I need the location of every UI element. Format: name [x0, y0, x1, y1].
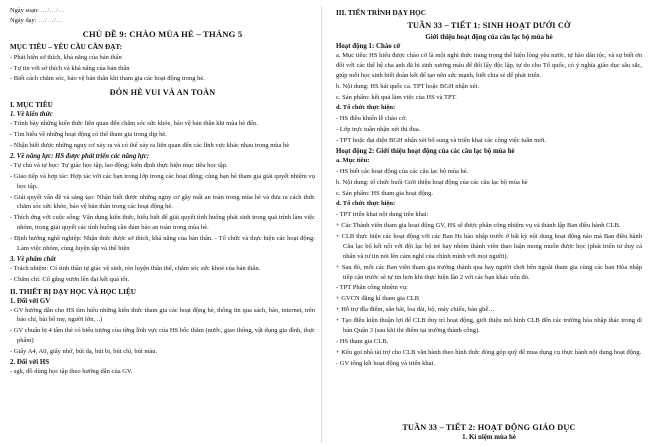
- teacher-material: - GV hướng dẫn cho HS tìm hiểu những kiến thức tham gia các hoạt động hè, thông tin qua sách, báo, internet, trên báo chí, bài bổ mẹ, người lớn, ..): [10, 306, 315, 324]
- activity2-organization: d. Tổ chức thực hiện:: [336, 200, 396, 208]
- competence-point: - Giao tiếp và hợp tác: Hợp tác với các bạn trong lớp trong các hoạt động; cùng bạn bè tham gia giải quyết nhiệm vụ học tập.: [10, 172, 315, 190]
- activity2-step: + GVCN đăng kí tham gia CLB: [336, 295, 420, 303]
- right-column: [330, 6, 642, 443]
- meta-block: [10, 6, 315, 25]
- subsection-student: 2. Đối với HS: [10, 358, 50, 366]
- activity1-step: - HS điều khiển lễ chào cờ.: [336, 115, 407, 123]
- section-heading-materials: II. THIẾT BỊ DẠY HỌC VÀ HỌC LIỆU: [10, 287, 136, 296]
- date-taught-line: [10, 16, 315, 26]
- activity2-product: c. Sản phẩm: HS tham gia hoạt động.: [336, 189, 433, 197]
- week-title: TUẦN 33 – TIẾT 1: SINH HOẠT DƯỚI CỜ: [407, 21, 571, 30]
- activity2-step: + Sau đó, mỗi các Ban viên tham gia trưởng thành qua hay người chơi bên ngoài tham gia cùng các ban Hòa nhập tiếp cận trước sẽ tự tin hơn khi thực hiện lần 2 với các bạn khác uốn đó.: [336, 263, 642, 281]
- student-material: - sgk, đồ dùng học tập theo hướng dẫn của GV.: [10, 367, 133, 375]
- date-taught-value: …/…/…: [38, 16, 63, 24]
- activity2-step: + Hỗ trợ đĩa điểm, sân bãi, loa đài, bộ, máy chiếu, bàn ghế…: [336, 306, 495, 314]
- week-title-2: TUẦN 33 – TIẾT 2: HOẠT ĐỘNG GIÁO DỤC: [402, 423, 576, 432]
- teacher-material: - Giấy A4, A0, giấy nhớ, bút dạ, bút bi, bút chì, bút màu.: [10, 348, 158, 356]
- objective-item: - Biết cách chăm sóc, bảo vệ bản thân khi tham gia các hoạt động trong hè.: [10, 75, 205, 83]
- lesson-title: ĐÓN HÈ VUI VÀ AN TOÀN: [109, 88, 216, 98]
- knowledge-point: - Nhận biết được những nguy cơ xảy ra và có thể xảy ra liên quan đến các lĩnh vực khác nhau trong mùa hè: [10, 142, 290, 150]
- activity1-step: - Lớp trực tuần nhận xét thi đua.: [336, 126, 421, 134]
- activity1-organization: d. Tổ chức thực hiện:: [336, 104, 396, 112]
- section-heading-process: III. TIẾN TRÌNH DẠY HỌC: [336, 9, 426, 17]
- quality-point: - Trách nhiệm: Có tinh thần tự giác vệ sinh, rèn luyện thân thể, chăm sóc sức khoẻ của bản thân.: [10, 264, 261, 272]
- activity2-step: + Các Thành viên tham gia hoạt động GV, HS sẽ được phân công nhiệm vụ và thành lập Ban điều hành CLB.: [336, 222, 621, 230]
- date-composed-line: [10, 6, 315, 16]
- week-subtitle-2: 1. Kỉ niệm mùa hè: [462, 434, 516, 441]
- next-week-block: [336, 419, 642, 441]
- week-subtitle: Giới thiệu hoạt động của câu lạc bộ mùa hè: [425, 34, 553, 41]
- knowledge-point: - Trình bày những kiến thức liên quan đến chăm sóc sức khỏe, bảo vệ bản thân khi mùa hè đến.: [10, 120, 258, 128]
- activity1-content: b. Nội dung: HS hát quốc ca. TPT hoặc BGH nhận xét.: [336, 82, 480, 90]
- activity2-goal-item: - HS biết các hoạt động của các câu lạc bộ mùa hè.: [336, 167, 469, 175]
- date-taught-label: Ngày dạy:: [10, 16, 37, 24]
- subsection-teacher: 1. Đối với GV: [10, 297, 51, 305]
- objective-item: - Tự tin với sở thích và khả năng của bản thân: [10, 64, 130, 72]
- competence-point: - Tự chủ và tự học: Tự giác học tập, lao động; kiên định thực hiện mục tiêu học tập.: [10, 161, 228, 169]
- subsection-competence: 2. Về năng lực: HS được phát triển các năng lực:: [10, 152, 150, 160]
- left-column: [10, 6, 322, 443]
- subsection-knowledge: 1. Về kiến thức: [10, 111, 53, 119]
- date-composed-value: …/…/…: [40, 7, 66, 14]
- objective-item: - Phát hiện sở thích, khả năng của bản thân: [10, 53, 122, 61]
- teacher-material: - GV chuẩn bị 4 tấm thẻ có biểu tượng của từng lĩnh vực của HS bốc thăm (nước, giao thông, vật dụng gia đình, thực phẩm): [10, 327, 315, 345]
- activity2-step: - HS tham gia CLB.: [336, 337, 389, 345]
- activity2-content: b. Nội dung: tổ chức buổi Giới thiệu hoạt động của các câu lạc bộ mùa hè: [336, 178, 528, 186]
- activity1-step: - TPT hoặc đại diện BGH nhận xét bổ sung và triển khai các công việc tuần mới.: [336, 137, 547, 144]
- competence-point: - Định hướng nghề nghiệp: Nhận thức được sở thích, khả năng của bản thân. - Tổ chức và thực hiện các hoạt động: Làm việc nhóm, cùng luyện tập và thể hiện: [10, 235, 315, 252]
- objectives-heading: MỤC TIÊU – YÊU CẦU CẦN ĐẠT:: [10, 43, 123, 52]
- section-heading-objectives: I. MỤC TIÊU: [10, 101, 53, 110]
- activity2-heading: Hoạt động 2: Giới thiệu hoạt động của các câu lạc bộ mùa hè: [336, 147, 515, 155]
- activity2-step: + CLB thực hiện các hoạt động với các Ban Hs hào nhập trước ở bất kỳ nội dung hoạt động nào mà Ban điều hành Câu lạc bộ kết nối với đội lạc bộ trẻ hay nhóm thành viên thao luận mong muốn được học (phát triển tư duy cá nhân và tư tin nói lên cảm nghĩ của chính mình với mọi người).: [336, 233, 642, 260]
- competence-point: - Giải quyết vấn đề và sáng tạo: Nhận biết được những nguy cơ gây mất an toàn trong mùa hè và đưa ra cách thức chăm sóc sức khỏe, bảo vệ bản thân trong các hoạt động hè.: [10, 193, 315, 211]
- chapter-title: CHỦ ĐỀ 9: CHÀO MÙA HÈ – THÁNG 5: [82, 29, 243, 40]
- activity1-goal: a. Mục tiêu: HS hiểu được chào cờ là một nghi thức trang trọng thể hiện lòng yêu nước, tự hào dân tộc, và sự biết ơn đối với các thế hệ cha anh đã hi sinh xương máu để đổi lấy độc lập, tự do cho Tổ quốc, có ý nghĩa giáo dục sâu sắc, giúp mỗi học sinh biết đoàn kết để tạo nên sức mạnh, biết chia sẻ để phát triển.: [336, 52, 642, 79]
- activity2-step: - GV tổng kết hoạt động và triển khai.: [336, 359, 435, 367]
- date-composed-label: Ngày soạn:: [10, 7, 39, 14]
- competence-point: - Thích ứng với cuộc sống: Vận dụng kiến thức, hiểu biết để giải quyết tình huống phát sinh trong quá trình làm việc nhóm, trong giải quyết các tình huống cần đảm bảo an toàn trong mùa hè.: [10, 214, 315, 232]
- activity1-product: c. Sản phẩm: kết quả làm việc của HS và TPT.: [336, 93, 457, 101]
- activity2-step: - TPT triển khai nội dung trên khai:: [336, 211, 429, 219]
- subsection-quality: 3. Về phẩm chất: [10, 255, 56, 263]
- activity2-step: + Kêu gọi nhà tài trợ cho CLB văn hành theo hình thức đóng góp quỹ để mua dụng cụ thực hành nội dung hoạt động.: [336, 348, 642, 356]
- activity2-step: - TPT Phân công nhiệm vụ:: [336, 284, 408, 292]
- knowledge-point: - Tìm hiểu về những hoạt động có thể tham gia trong dịp hè.: [10, 131, 167, 139]
- activity2-step: + Tạo điều kiện thuận lợi để CLB duy trì hoạt động, giới thiệu mô hình CLB đến các trường hòa nhập thác trong dì bản Quận 3 (sau khi thi điểm tại trường thành công).: [336, 317, 642, 334]
- quality-point: - Chăm chỉ: Cố gắng vươn lên đạt kết quả tốt.: [10, 275, 130, 283]
- activity1-heading: Hoạt động 1: Chào cờ: [336, 43, 401, 50]
- activity2-goal-label: a. Mục tiêu:: [336, 156, 370, 164]
